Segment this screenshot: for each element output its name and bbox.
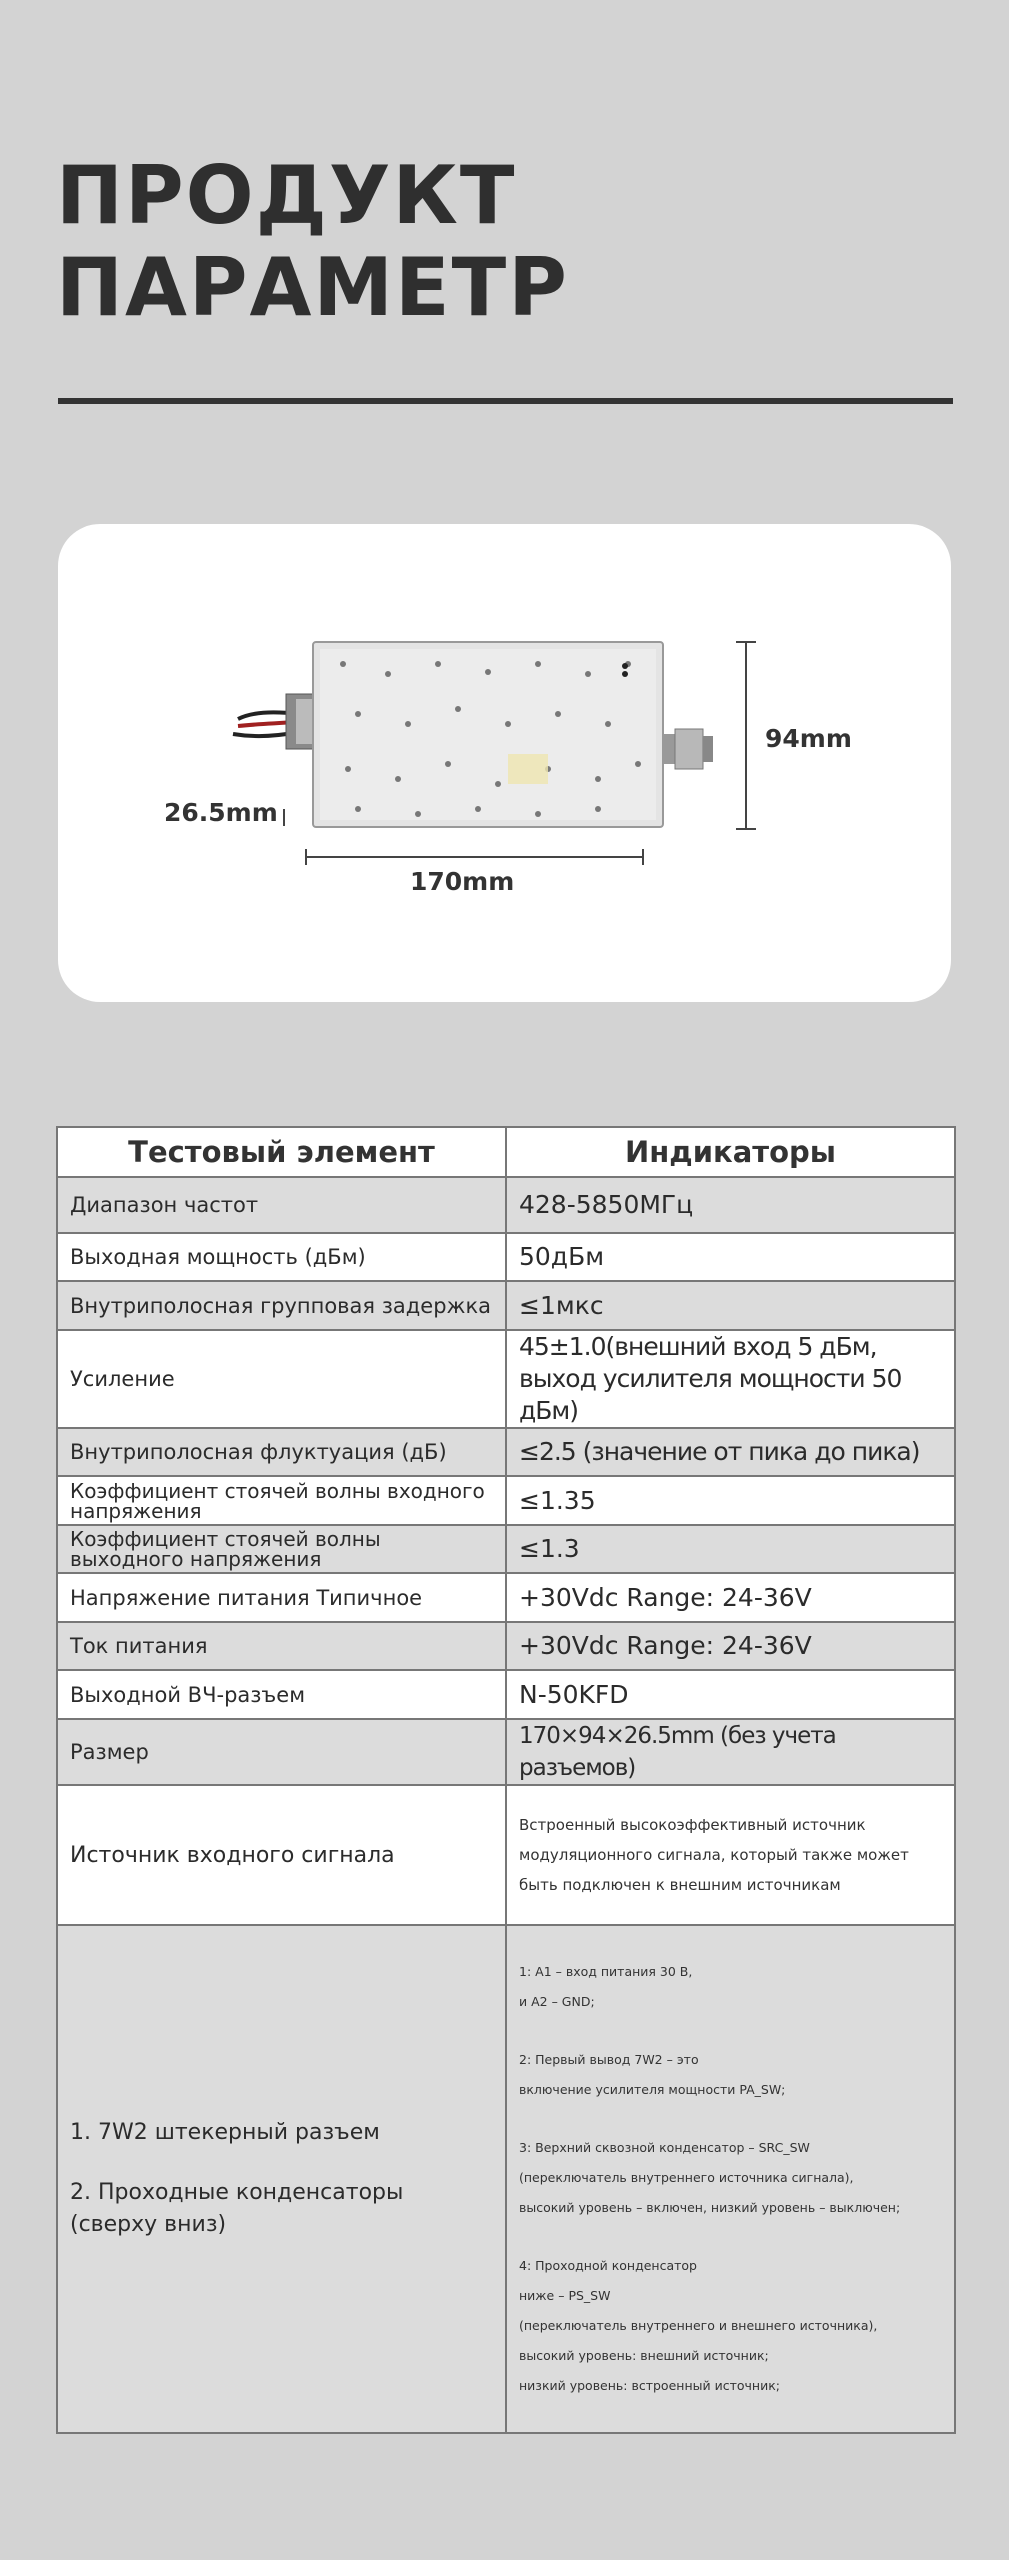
row-value: ≤1мкс (506, 1281, 955, 1330)
row-value: +30Vdc Range: 24-36V (506, 1622, 955, 1670)
capacitors-label: 2. Проходные конденсаторы (сверху вниз) (70, 2180, 404, 2237)
header-indicators: Индикаторы (506, 1127, 955, 1177)
row-value: N-50KFD (506, 1670, 955, 1719)
note-1: 1: A1 – вход питания 30 В, и A2 – GND; (519, 1964, 693, 2009)
row-name (57, 1925, 506, 2433)
table-row (57, 1428, 955, 1476)
title-line-1: ПРОДУКТ (56, 149, 517, 242)
row-name: Усиление (57, 1330, 506, 1428)
dimension-length: 170mm (410, 867, 515, 896)
row-name: Напряжение питания Типичное (57, 1573, 506, 1622)
row-name: Внутриполосная флуктуация (дБ) (57, 1428, 506, 1476)
row-value: +30Vdc Range: 24-36V (506, 1573, 955, 1622)
row-value: Встроенный высокоэффективный источник модуляционного сигнала, который также может быть подключен к внешним источникам (506, 1785, 955, 1925)
row-name: Выходная мощность (дБм) (57, 1233, 506, 1281)
note-2: 2: Первый вывод 7W2 – это включение усилителя мощности PA_SW; (519, 2052, 786, 2097)
row-value: 45±1.0(внешний вход 5 дБм, выход усилителя мощности 50 дБм) (506, 1330, 955, 1428)
page-title (56, 150, 569, 334)
table-row (57, 1925, 955, 2433)
table-row (57, 1476, 955, 1525)
dimension-height: 94mm (765, 724, 852, 753)
table-row (57, 1281, 955, 1330)
row-value: ≤2.5 (значение от пика до пика) (506, 1428, 955, 1476)
row-name: Выходной ВЧ-разъем (57, 1670, 506, 1719)
row-value (506, 1925, 955, 2433)
table-row (57, 1525, 955, 1573)
row-value: 50дБм (506, 1233, 955, 1281)
header-test-element: Тестовый элемент (57, 1127, 506, 1177)
table-row (57, 1622, 955, 1670)
row-value: ≤1.35 (506, 1476, 955, 1525)
table-row (57, 1177, 955, 1233)
table-row (57, 1233, 955, 1281)
row-value: 170×94×26.5mm (без учета разъемов) (506, 1719, 955, 1785)
note-4: 4: Проходной конденсатор ниже – PS_SW (переключатель внутреннего и внешнего источника), высокий уровень: внешний источник; низкий уровень: встроенный источник; (519, 2258, 878, 2393)
note-3: 3: Верхний сквозной конденсатор – SRC_SW (переключатель внутреннего источника сигнала), высокий уровень – включен, низкий уровень – выключен; (519, 2140, 901, 2215)
row-value: ≤1.3 (506, 1525, 955, 1573)
row-name: Источник входного сигнала (57, 1785, 506, 1925)
dimension-thickness: 26.5mm (164, 798, 278, 827)
table-row (57, 1330, 955, 1428)
table-row (57, 1573, 955, 1622)
spec-table (56, 1126, 956, 2434)
title-divider (58, 398, 953, 404)
row-value: 428-5850МГц (506, 1177, 955, 1233)
row-name: Коэффициент стоячей волны выходного напряжения (57, 1525, 506, 1573)
table-row (57, 1719, 955, 1785)
table-row (57, 1785, 955, 1925)
connector-label: 1. 7W2 штекерный разъем (70, 2120, 380, 2145)
row-name: Диапазон частот (57, 1177, 506, 1233)
row-name: Коэффициент стоячей волны входного напряжения (57, 1476, 506, 1525)
product-illustration (58, 524, 951, 1002)
table-header-row (57, 1127, 955, 1177)
row-name: Размер (57, 1719, 506, 1785)
title-line-2: ПАРАМЕТР (56, 241, 569, 334)
row-name: Ток питания (57, 1622, 506, 1670)
product-image-card (58, 524, 951, 1002)
row-name: Внутриполосная групповая задержка (57, 1281, 506, 1330)
table-row (57, 1670, 955, 1719)
